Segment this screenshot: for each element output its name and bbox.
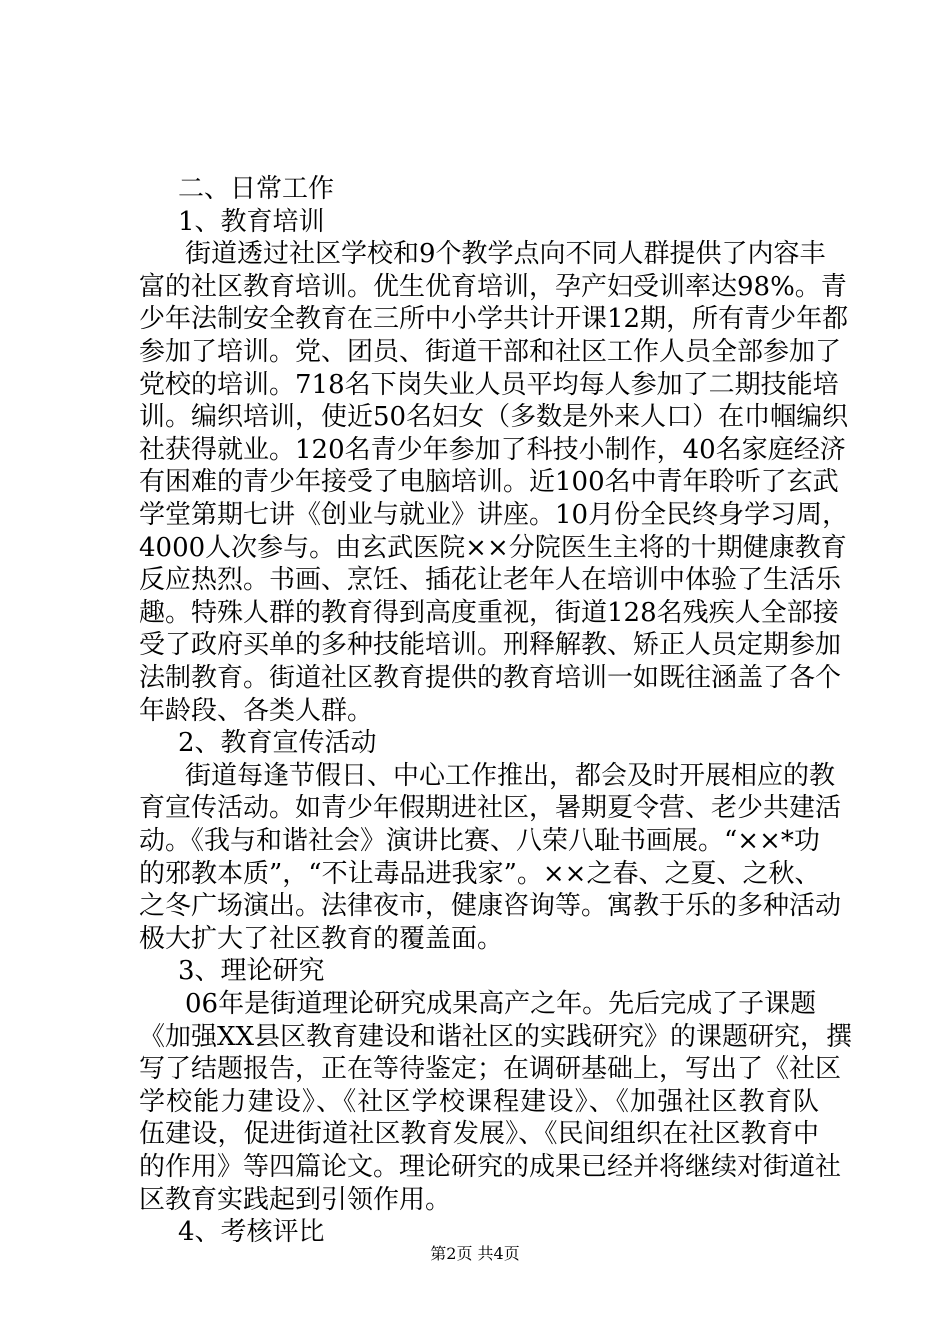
subheading-education-training: 1、教育培训: [178, 207, 325, 237]
subheading-theory-research: 3、理论研究: [178, 956, 325, 986]
paragraph-line: 受了政府买单的多种技能培训。刑释解教、矫正人员定期参加: [139, 630, 842, 660]
paragraph-line: 学校能力建设》、《社区学校课程建设》、《加强社区教育队: [139, 1087, 819, 1117]
paragraph-line: 06年是街道理论研究成果高产之年。先后完成了子课题: [185, 989, 817, 1019]
paragraph-line: 动。《我与和谐社会》演讲比赛、八荣八耻书画展。“××*功: [139, 826, 820, 856]
paragraph-line: 写了结题报告，正在等待鉴定；在调研基础上，写出了《社区: [139, 1054, 842, 1084]
section-heading: 二、日常工作: [178, 174, 335, 204]
paragraph-line: 之冬广场演出。法律夜市，健康咨询等。寓教于乐的多种活动: [139, 891, 842, 921]
paragraph-line: 街道透过社区学校和9个教学点向不同人群提供了内容丰: [185, 239, 826, 269]
paragraph-line: 伍建设，促进街道社区教育发展》、《民间组织在社区教育中: [139, 1119, 819, 1149]
paragraph-line: 训。编织培训，使近50名妇女（多数是外来人口）在巾帼编织: [139, 402, 849, 432]
page-footer: 第2页 共4页: [430, 1244, 520, 1263]
paragraph-line: 年龄段、各类人群。: [139, 696, 374, 726]
paragraph-line: 有困难的青少年接受了电脑培训。近100名中青年聆听了玄武: [139, 467, 839, 497]
paragraph-line: 街道每逢节假日、中心工作推出，都会及时开展相应的教: [185, 761, 836, 791]
paragraph-line: 参加了培训。党、团员、街道干部和社区工作人员全部参加了: [139, 337, 842, 367]
paragraph-line: 4000人次参与。由玄武医院××分院医生主将的十期健康教育: [139, 533, 847, 563]
paragraph-line: 少年法制安全教育在三所中小学共计开课12期，所有青少年都: [139, 304, 849, 334]
paragraph-line: 社获得就业。120名青少年参加了科技小制作，40名家庭经济: [139, 435, 846, 465]
paragraph-line: 的邪教本质”，“不让毒品进我家”。××之春、之夏、之秋、: [139, 859, 821, 889]
subheading-publicity-activities: 2、教育宣传活动: [178, 728, 377, 758]
paragraph-line: 党校的培训。718名下岗失业人员平均每人参加了二期技能培: [139, 370, 839, 400]
paragraph-line: 富的社区教育培训。优生优育培训，孕产妇受训率达98%。青: [139, 272, 847, 302]
paragraph-line: 区教育实践起到引领作用。: [139, 1185, 452, 1215]
paragraph-line: 法制教育。街道社区教育提供的教育培训一如既往涵盖了各个: [139, 663, 842, 693]
subheading-assessment: 4、考核评比: [178, 1217, 325, 1247]
paragraph-line: 育宣传活动。如青少年假期进社区，暑期夏令营、老少共建活: [139, 793, 842, 823]
paragraph-line: 学堂第期七讲《创业与就业》讲座。10月份全民终身学习周，: [139, 500, 849, 530]
paragraph-line: 《加强XX县区教育建设和谐社区的实践研究》的课题研究，撰: [139, 1022, 853, 1052]
paragraph-line: 反应热烈。书画、烹饪、插花让老年人在培训中体验了生活乐: [139, 565, 842, 595]
paragraph-line: 趣。特殊人群的教育得到高度重视，街道128名残疾人全部接: [139, 598, 839, 628]
paragraph-line: 的作用》等四篇论文。理论研究的成果已经并将继续对街道社: [139, 1152, 842, 1182]
paragraph-line: 极大扩大了社区教育的覆盖面。: [139, 924, 504, 954]
